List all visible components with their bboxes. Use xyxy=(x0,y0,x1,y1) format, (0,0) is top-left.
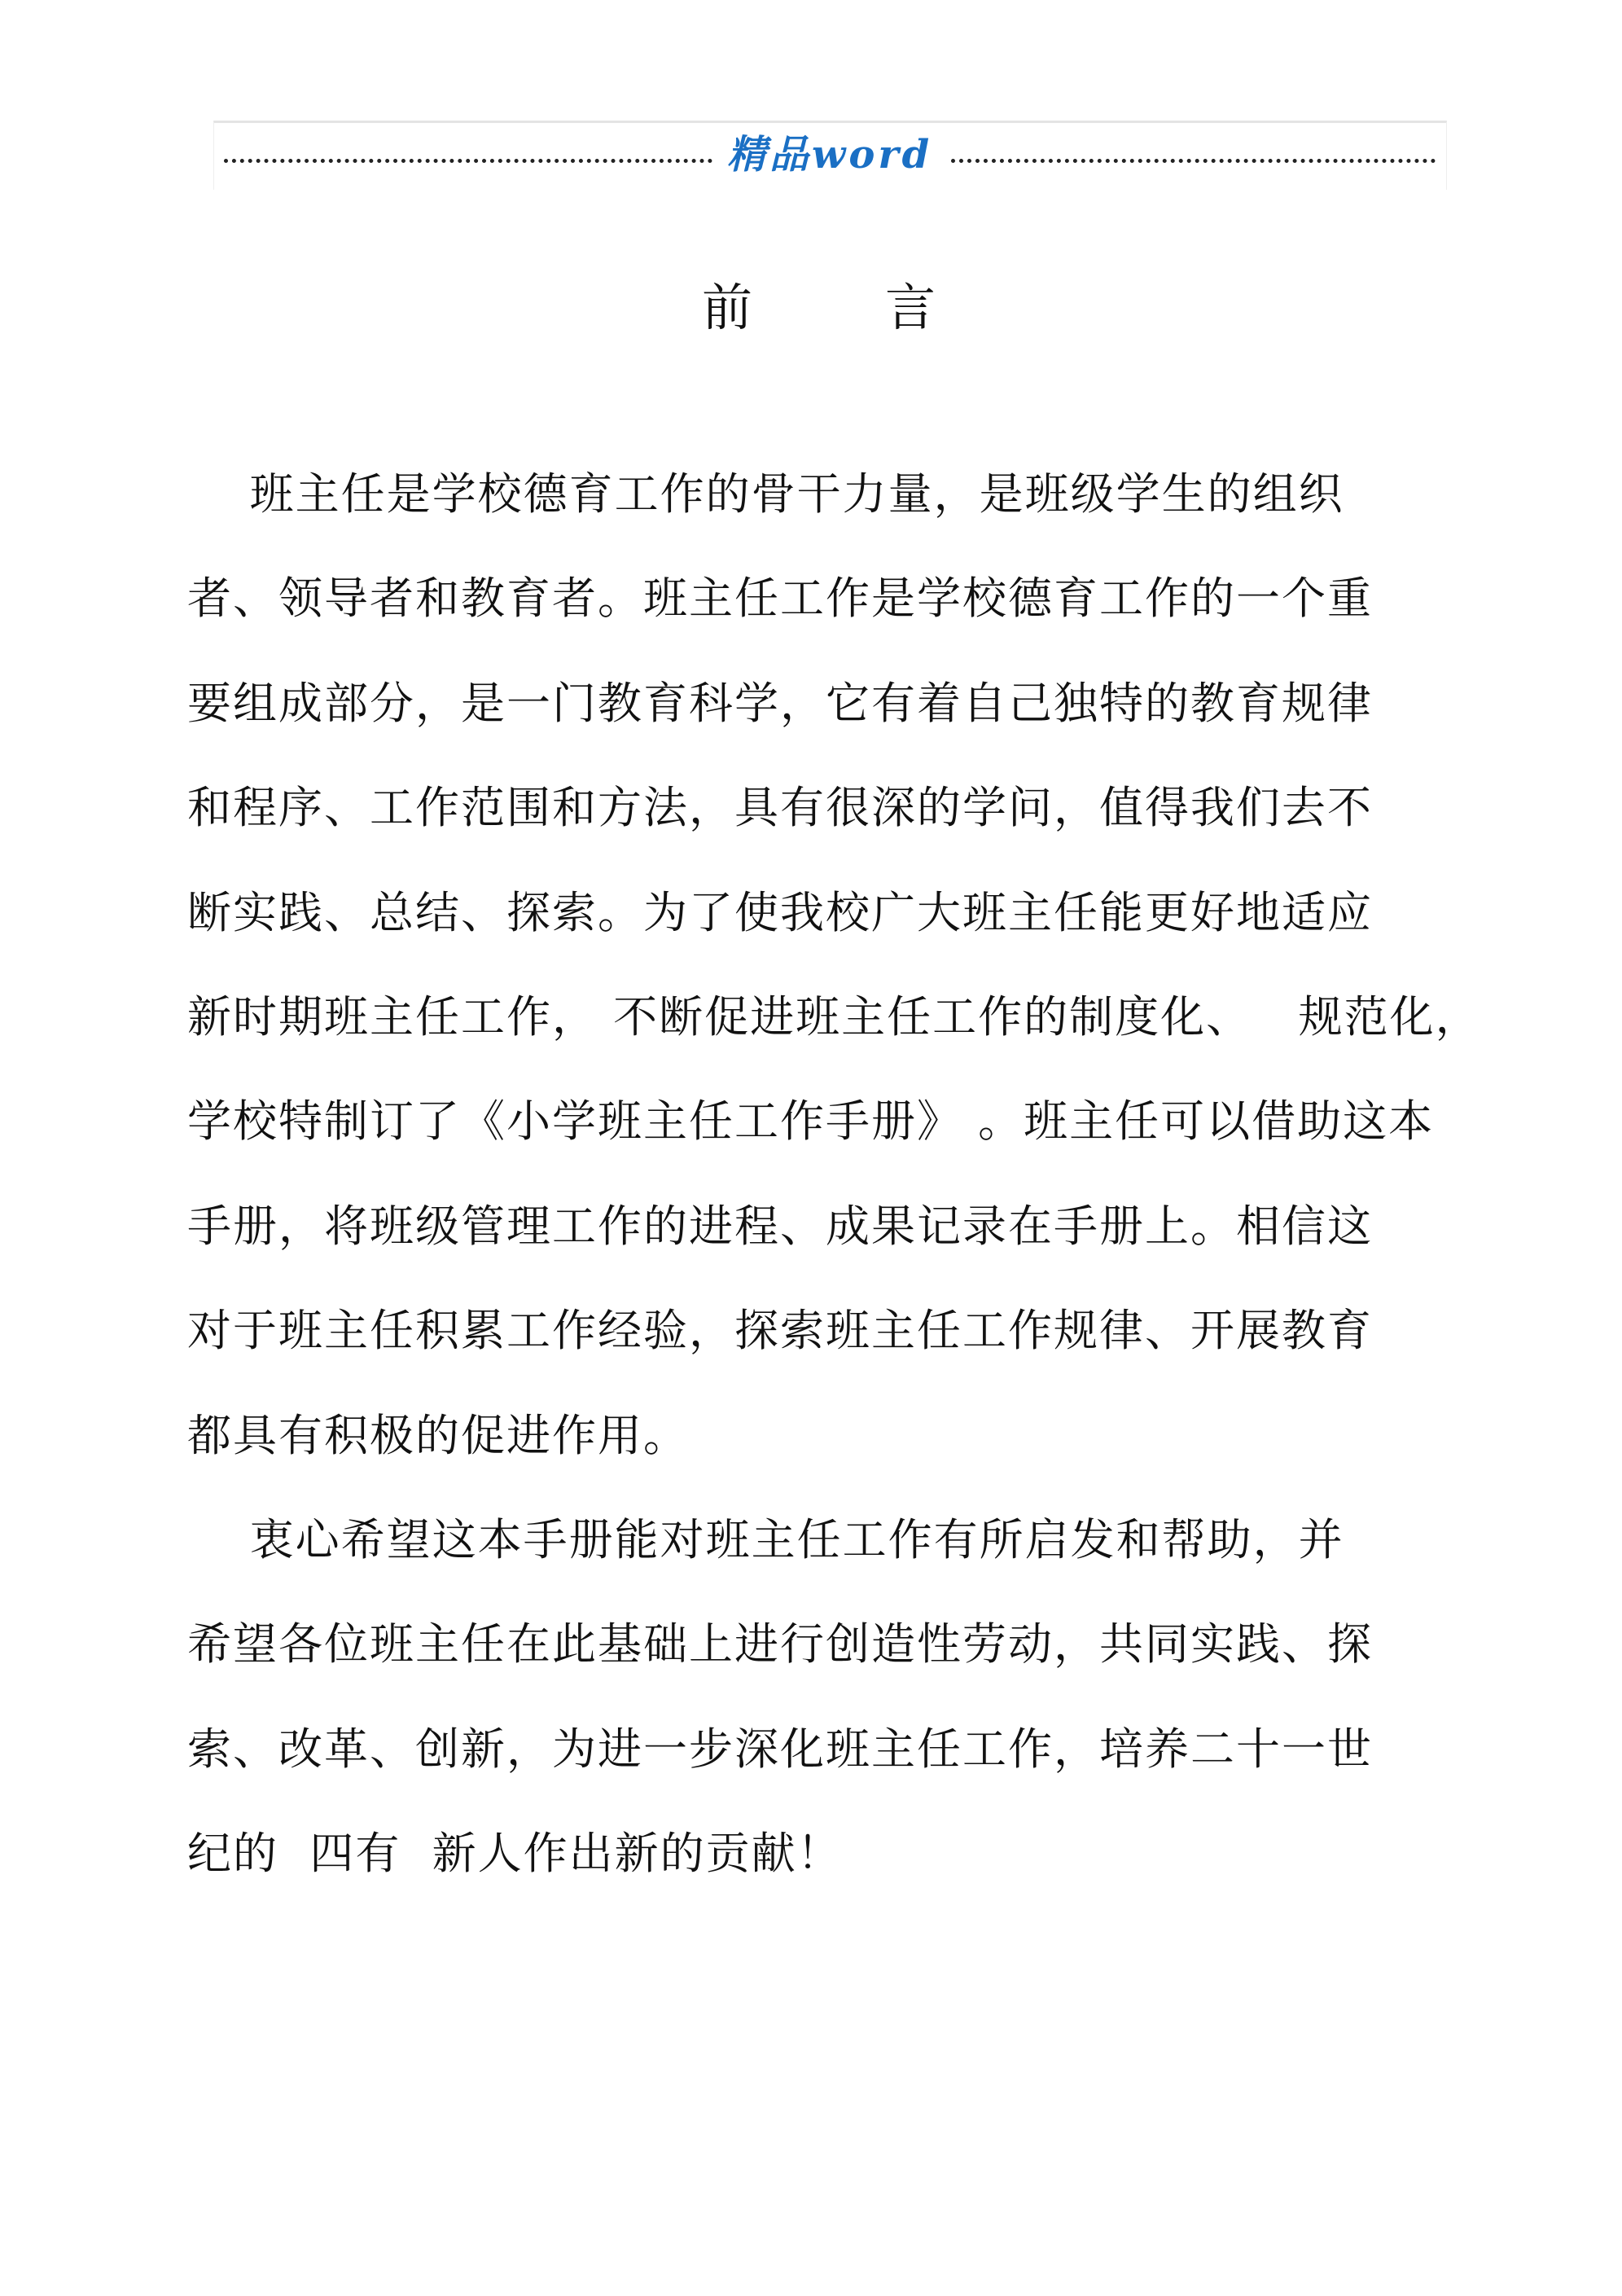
text-line: 对于班主任积累工作经验，探索班主任工作规律、开展教育 xyxy=(187,1305,1373,1357)
text-line: 手册，将班级管理工作的进程、成果记录在手册上。相信这 xyxy=(187,1200,1373,1252)
text-line: 要组成部分，是一门教育科学，它有着自己独特的教育规律 xyxy=(187,677,1373,729)
header-logo: 精品word xyxy=(727,132,933,178)
text-line: 衷心希望这本手册能对班主任工作有所启发和帮助，并 xyxy=(187,1513,1344,1565)
header-dotted-rule-left xyxy=(224,159,712,163)
page-header xyxy=(213,121,1447,190)
text-line: 希望各位班主任在此基础上进行创造性劳动，共同实践、探 xyxy=(187,1618,1373,1670)
preface-body xyxy=(187,442,1481,1906)
text-line: 纪的 四有 新人作出新的贡献！ xyxy=(187,1828,843,1880)
text-line: 新时期班主任工作， 不断促进班主任工作的制度化、 规范化， xyxy=(187,990,1481,1043)
text-line: 和程序、工作范围和方法，具有很深的学问，值得我们去不 xyxy=(187,782,1373,834)
header-dotted-rule-right xyxy=(951,159,1436,163)
text-line: 班主任是学校德育工作的骨干力量，是班级学生的组织 xyxy=(187,468,1344,520)
title-char-1: 前 xyxy=(702,278,753,337)
text-line: 都具有积极的促进作用。 xyxy=(187,1409,689,1461)
text-line: 断实践、总结、探索。为了使我校广大班主任能更好地适应 xyxy=(187,886,1373,938)
text-line: 者、领导者和教育者。班主任工作是学校德育工作的一个重 xyxy=(187,573,1373,625)
title-char-2: 言 xyxy=(885,278,936,337)
text-line: 索、改革、创新，为进一步深化班主任工作，培养二十一世 xyxy=(187,1723,1373,1775)
text-line: 学校特制订了《小学班主任工作手册》 。班主任可以借助这本 xyxy=(187,1095,1435,1148)
